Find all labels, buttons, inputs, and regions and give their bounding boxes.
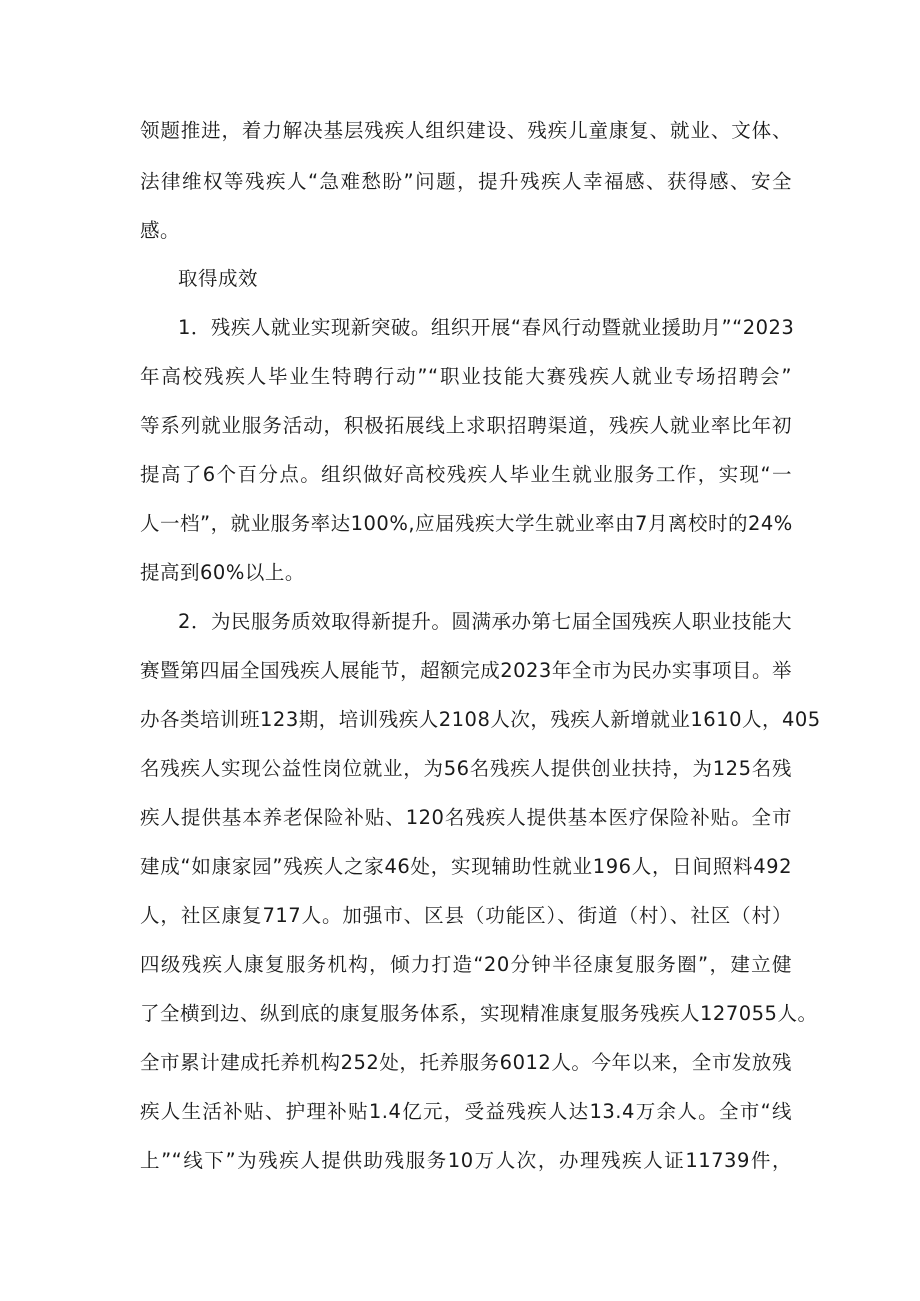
paragraph-line: 疾人提供基本养老保险补贴、120名残疾人提供基本医疗保险补贴。全市 <box>140 806 792 829</box>
paragraph-line: 了全横到边、纵到底的康复服务体系，实现精准康复服务残疾人127055人。 <box>140 1002 818 1025</box>
paragraph-line: 1．残疾人就业实现新突破。组织开展“春风行动暨就业援助月”“2023 <box>178 316 795 339</box>
paragraph-line: 提高到60%以上。 <box>140 561 305 584</box>
paragraph-line: 名残疾人实现公益性岗位就业，为56名残疾人提供创业扶持，为125名残 <box>140 757 792 780</box>
paragraph-line: 建成“如康家园”残疾人之家46处，实现辅助性就业196人，日间照料492 <box>140 855 792 878</box>
paragraph-line: 等系列就业服务活动，积极拓展线上求职招聘渠道，残疾人就业率比年初 <box>140 414 792 437</box>
paragraph-line: 办各类培训班123期，培训残疾人2108人次，残疾人新增就业1610人，405 <box>140 708 821 731</box>
paragraph-line: 领题推进，着力解决基层残疾人组织建设、残疾儿童康复、就业、文体、 <box>140 119 792 142</box>
paragraph-line: 疾人生活补贴、护理补贴1.4亿元，受益残疾人达13.4万余人。全市“线 <box>140 1100 792 1123</box>
paragraph-line: 人，社区康复717人。加强市、区县（功能区）、街道（村）、社区（村） <box>140 904 792 927</box>
paragraph-line: 上”“线下”为残疾人提供助残服务10万人次，办理残疾人证11739件， <box>140 1149 792 1172</box>
paragraph-line: 2．为民服务质效取得新提升。圆满承办第七届全国残疾人职业技能大 <box>178 610 792 633</box>
section-heading: 取得成效 <box>178 267 259 290</box>
paragraph-line: 全市累计建成托养机构252处，托养服务6012人。今年以来，全市发放残 <box>140 1051 792 1074</box>
paragraph-line: 感。 <box>140 219 181 242</box>
paragraph-line: 人一档”，就业服务率达100%,应届残疾大学生就业率由7月离校时的24% <box>140 512 793 535</box>
paragraph-line: 赛暨第四届全国残疾人展能节，超额完成2023年全市为民办实事项目。举 <box>140 659 792 682</box>
paragraph-line: 提高了6个百分点。组织做好高校残疾人毕业生就业服务工作，实现“一 <box>140 463 792 486</box>
paragraph-line: 法律维权等残疾人“急难愁盼”问题，提升残疾人幸福感、获得感、安全 <box>140 170 792 193</box>
paragraph-line: 四级残疾人康复服务机构，倾力打造“20分钟半径康复服务圈”，建立健 <box>140 953 792 976</box>
paragraph-line: 年高校残疾人毕业生特聘行动”“职业技能大赛残疾人就业专场招聘会” <box>140 365 792 388</box>
